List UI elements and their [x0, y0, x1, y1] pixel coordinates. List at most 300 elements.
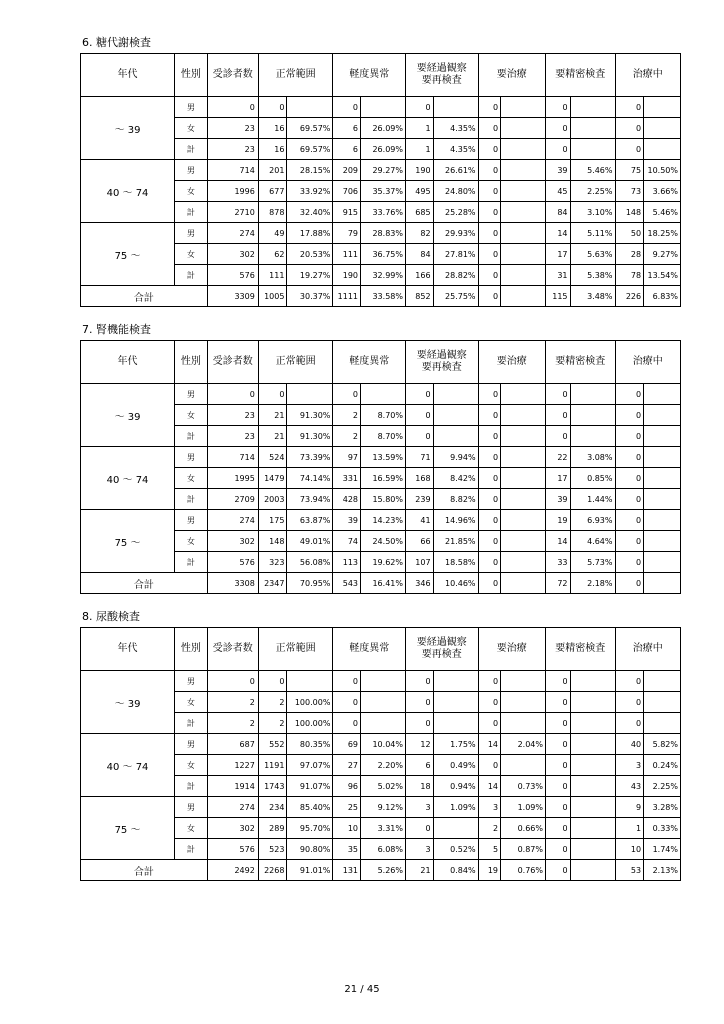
normal-count: 2268 [258, 860, 287, 881]
treatment-percent [501, 755, 546, 776]
age-group-label: 75 ～ [81, 510, 175, 573]
followup-percent: 26.61% [433, 160, 478, 181]
examinee-count: 576 [207, 552, 258, 573]
normal-count: 49 [258, 223, 287, 244]
mild-percent [361, 384, 406, 405]
examinee-count: 714 [207, 160, 258, 181]
followup-count: 239 [405, 489, 433, 510]
header-detailed: 要精密検査 [546, 628, 616, 671]
under-treatment-percent: 18.25% [644, 223, 681, 244]
mild-percent: 2.20% [361, 755, 406, 776]
under-treatment-count: 40 [615, 734, 644, 755]
mild-count: 79 [333, 223, 361, 244]
header-under-treatment: 治療中 [615, 341, 681, 384]
treatment-percent [501, 223, 546, 244]
normal-count: 0 [258, 97, 287, 118]
treatment-percent: 0.73% [501, 776, 546, 797]
under-treatment-percent: 10.50% [644, 160, 681, 181]
header-sex: 性別 [175, 628, 208, 671]
treatment-percent [501, 468, 546, 489]
table-row [81, 447, 681, 468]
normal-percent: 97.07% [287, 755, 333, 776]
examinee-count: 274 [207, 510, 258, 531]
header-mild: 軽度異常 [333, 341, 406, 384]
sex-cell: 計 [175, 426, 208, 447]
normal-percent: 17.88% [287, 223, 333, 244]
mild-count: 39 [333, 510, 361, 531]
detailed-count: 14 [546, 223, 571, 244]
followup-count: 190 [405, 160, 433, 181]
mild-count: 96 [333, 776, 361, 797]
detailed-percent [570, 755, 615, 776]
under-treatment-percent: 1.74% [644, 839, 681, 860]
followup-percent: 18.58% [433, 552, 478, 573]
age-group-label: 40 ～ 74 [81, 734, 175, 797]
followup-percent: 8.82% [433, 489, 478, 510]
mild-count: 2 [333, 426, 361, 447]
normal-count: 2 [258, 692, 287, 713]
normal-count: 2 [258, 713, 287, 734]
detailed-count: 0 [546, 776, 571, 797]
under-treatment-count: 0 [615, 426, 644, 447]
normal-percent: 28.15% [287, 160, 333, 181]
mild-count: 74 [333, 531, 361, 552]
treatment-count: 14 [478, 734, 500, 755]
normal-percent: 91.30% [287, 426, 333, 447]
detailed-count: 0 [546, 384, 571, 405]
sex-cell: 計 [175, 552, 208, 573]
header-age: 年代 [81, 628, 175, 671]
under-treatment-percent: 13.54% [644, 265, 681, 286]
mild-percent: 5.02% [361, 776, 406, 797]
treatment-percent [501, 713, 546, 734]
detailed-percent [570, 776, 615, 797]
treatment-count: 0 [478, 692, 500, 713]
detailed-count: 0 [546, 713, 571, 734]
treatment-count: 0 [478, 573, 500, 594]
mild-percent [361, 671, 406, 692]
header-normal: 正常範囲 [258, 628, 333, 671]
mild-percent: 6.08% [361, 839, 406, 860]
followup-count: 18 [405, 776, 433, 797]
total-row [81, 286, 681, 307]
mild-percent: 33.58% [361, 286, 406, 307]
under-treatment-percent: 3.28% [644, 797, 681, 818]
examinee-count: 576 [207, 839, 258, 860]
detailed-percent [570, 713, 615, 734]
normal-count: 289 [258, 818, 287, 839]
detailed-count: 0 [546, 818, 571, 839]
mild-percent: 16.59% [361, 468, 406, 489]
mild-percent: 19.62% [361, 552, 406, 573]
examinee-count: 3309 [207, 286, 258, 307]
sex-cell: 計 [175, 139, 208, 160]
followup-count: 0 [405, 818, 433, 839]
detailed-count: 39 [546, 489, 571, 510]
followup-count: 495 [405, 181, 433, 202]
normal-count: 523 [258, 839, 287, 860]
normal-percent: 73.39% [287, 447, 333, 468]
detailed-percent: 5.38% [570, 265, 615, 286]
examinee-count: 1227 [207, 755, 258, 776]
mild-count: 1111 [333, 286, 361, 307]
treatment-percent [501, 405, 546, 426]
treatment-percent [501, 692, 546, 713]
detailed-count: 14 [546, 531, 571, 552]
uric-acid-table [80, 627, 681, 881]
normal-percent: 80.35% [287, 734, 333, 755]
sex-cell: 計 [175, 489, 208, 510]
normal-count: 1479 [258, 468, 287, 489]
mild-percent: 3.31% [361, 818, 406, 839]
followup-count: 0 [405, 713, 433, 734]
age-group-label: ～ 39 [81, 97, 175, 160]
sex-cell: 計 [175, 202, 208, 223]
examinee-count: 302 [207, 531, 258, 552]
under-treatment-percent [644, 118, 681, 139]
sex-cell: 女 [175, 468, 208, 489]
treatment-percent [501, 573, 546, 594]
under-treatment-count: 148 [615, 202, 644, 223]
age-group-label: 40 ～ 74 [81, 447, 175, 510]
treatment-count: 0 [478, 223, 500, 244]
detailed-count: 19 [546, 510, 571, 531]
treatment-count: 0 [478, 265, 500, 286]
table-row [81, 510, 681, 531]
detailed-count: 0 [546, 839, 571, 860]
section-title: 8. 尿酸検査 [82, 610, 140, 623]
treatment-percent [501, 531, 546, 552]
normal-percent: 100.00% [287, 713, 333, 734]
under-treatment-count: 3 [615, 755, 644, 776]
normal-count: 21 [258, 426, 287, 447]
header-examinees: 受診者数 [207, 628, 258, 671]
total-label: 合計 [81, 573, 208, 594]
under-treatment-count: 9 [615, 797, 644, 818]
header-age: 年代 [81, 341, 175, 384]
age-group-label: ～ 39 [81, 671, 175, 734]
age-group-label: 75 ～ [81, 797, 175, 860]
examinee-count: 2709 [207, 489, 258, 510]
under-treatment-count: 0 [615, 118, 644, 139]
treatment-percent [501, 510, 546, 531]
treatment-percent: 1.09% [501, 797, 546, 818]
followup-count: 0 [405, 426, 433, 447]
detailed-count: 0 [546, 405, 571, 426]
detailed-count: 115 [546, 286, 571, 307]
followup-percent [433, 692, 478, 713]
header-detailed: 要精密検査 [546, 341, 616, 384]
mild-percent [361, 692, 406, 713]
detailed-count: 0 [546, 426, 571, 447]
mild-count: 915 [333, 202, 361, 223]
treatment-percent [501, 118, 546, 139]
examinee-count: 23 [207, 405, 258, 426]
under-treatment-percent [644, 692, 681, 713]
followup-percent: 25.75% [433, 286, 478, 307]
followup-percent [433, 97, 478, 118]
detailed-count: 39 [546, 160, 571, 181]
under-treatment-count: 28 [615, 244, 644, 265]
mild-percent: 15.80% [361, 489, 406, 510]
normal-percent: 19.27% [287, 265, 333, 286]
examinee-count: 302 [207, 818, 258, 839]
under-treatment-count: 0 [615, 384, 644, 405]
glucose-metabolism-table [80, 53, 681, 307]
sex-cell: 男 [175, 447, 208, 468]
under-treatment-count: 50 [615, 223, 644, 244]
under-treatment-percent: 9.27% [644, 244, 681, 265]
mild-percent [361, 713, 406, 734]
header-under-treatment: 治療中 [615, 628, 681, 671]
normal-count: 201 [258, 160, 287, 181]
followup-count: 852 [405, 286, 433, 307]
under-treatment-percent [644, 139, 681, 160]
normal-percent: 91.01% [287, 860, 333, 881]
under-treatment-count: 0 [615, 468, 644, 489]
header-treatment: 要治療 [478, 628, 545, 671]
detailed-percent: 0.85% [570, 468, 615, 489]
normal-count: 16 [258, 139, 287, 160]
mild-count: 0 [333, 692, 361, 713]
treatment-percent [501, 244, 546, 265]
sex-cell: 計 [175, 776, 208, 797]
detailed-percent: 3.08% [570, 447, 615, 468]
section-title: 7. 腎機能検査 [82, 323, 151, 336]
header-followup: 要経過観察 要再検査 [405, 628, 478, 671]
total-label: 合計 [81, 860, 208, 881]
examinee-count: 2710 [207, 202, 258, 223]
mild-percent: 26.09% [361, 118, 406, 139]
followup-count: 1 [405, 118, 433, 139]
under-treatment-count: 73 [615, 181, 644, 202]
treatment-count: 0 [478, 160, 500, 181]
sex-cell: 計 [175, 265, 208, 286]
followup-percent [433, 426, 478, 447]
mild-count: 27 [333, 755, 361, 776]
under-treatment-percent [644, 384, 681, 405]
followup-percent [433, 818, 478, 839]
normal-count: 878 [258, 202, 287, 223]
detailed-percent [570, 405, 615, 426]
followup-count: 82 [405, 223, 433, 244]
normal-count: 16 [258, 118, 287, 139]
treatment-count: 0 [478, 202, 500, 223]
mild-count: 25 [333, 797, 361, 818]
detailed-percent: 2.18% [570, 573, 615, 594]
examinee-count: 2492 [207, 860, 258, 881]
sex-cell: 女 [175, 818, 208, 839]
followup-count: 0 [405, 692, 433, 713]
sex-cell: 計 [175, 713, 208, 734]
detailed-percent [570, 797, 615, 818]
treatment-count: 0 [478, 447, 500, 468]
mild-count: 6 [333, 139, 361, 160]
followup-percent: 0.49% [433, 755, 478, 776]
mild-percent: 35.37% [361, 181, 406, 202]
table-row [81, 160, 681, 181]
detailed-percent: 2.25% [570, 181, 615, 202]
sex-cell: 女 [175, 405, 208, 426]
header-normal: 正常範囲 [258, 54, 333, 97]
detailed-count: 33 [546, 552, 571, 573]
sex-cell: 男 [175, 671, 208, 692]
treatment-percent: 2.04% [501, 734, 546, 755]
normal-percent [287, 97, 333, 118]
followup-percent: 4.35% [433, 139, 478, 160]
header-sex: 性別 [175, 341, 208, 384]
age-group-label: 40 ～ 74 [81, 160, 175, 223]
detailed-percent [570, 818, 615, 839]
followup-count: 21 [405, 860, 433, 881]
followup-count: 66 [405, 531, 433, 552]
mild-count: 35 [333, 839, 361, 860]
treatment-percent [501, 489, 546, 510]
under-treatment-count: 0 [615, 552, 644, 573]
total-row [81, 573, 681, 594]
mild-percent: 28.83% [361, 223, 406, 244]
under-treatment-count: 43 [615, 776, 644, 797]
followup-percent: 29.93% [433, 223, 478, 244]
under-treatment-count: 0 [615, 692, 644, 713]
detailed-count: 45 [546, 181, 571, 202]
mild-percent: 32.99% [361, 265, 406, 286]
detailed-count: 84 [546, 202, 571, 223]
sex-cell: 男 [175, 223, 208, 244]
detailed-percent [570, 734, 615, 755]
mild-count: 113 [333, 552, 361, 573]
detailed-percent [570, 692, 615, 713]
detailed-percent: 4.64% [570, 531, 615, 552]
detailed-count: 22 [546, 447, 571, 468]
detailed-percent: 3.10% [570, 202, 615, 223]
mild-percent: 9.12% [361, 797, 406, 818]
normal-percent: 74.14% [287, 468, 333, 489]
followup-count: 12 [405, 734, 433, 755]
treatment-count: 0 [478, 489, 500, 510]
mild-percent: 26.09% [361, 139, 406, 160]
mild-count: 190 [333, 265, 361, 286]
examinee-count: 576 [207, 265, 258, 286]
mild-percent: 8.70% [361, 426, 406, 447]
detailed-percent [570, 426, 615, 447]
followup-count: 3 [405, 839, 433, 860]
under-treatment-count: 0 [615, 139, 644, 160]
sex-cell: 計 [175, 839, 208, 860]
treatment-percent [501, 265, 546, 286]
under-treatment-percent [644, 510, 681, 531]
under-treatment-count: 0 [615, 510, 644, 531]
followup-count: 0 [405, 671, 433, 692]
normal-percent: 90.80% [287, 839, 333, 860]
followup-percent: 0.84% [433, 860, 478, 881]
mild-count: 2 [333, 405, 361, 426]
followup-percent: 24.80% [433, 181, 478, 202]
age-group-label: 75 ～ [81, 223, 175, 286]
followup-count: 3 [405, 797, 433, 818]
normal-percent: 32.40% [287, 202, 333, 223]
normal-count: 524 [258, 447, 287, 468]
mild-percent: 13.59% [361, 447, 406, 468]
normal-count: 148 [258, 531, 287, 552]
normal-percent [287, 384, 333, 405]
examinee-count: 1995 [207, 468, 258, 489]
sex-cell: 女 [175, 531, 208, 552]
treatment-count: 0 [478, 713, 500, 734]
mild-percent: 5.26% [361, 860, 406, 881]
mild-count: 0 [333, 671, 361, 692]
treatment-count: 14 [478, 776, 500, 797]
detailed-count: 0 [546, 755, 571, 776]
followup-percent: 8.42% [433, 468, 478, 489]
examinee-count: 1996 [207, 181, 258, 202]
treatment-count: 0 [478, 552, 500, 573]
under-treatment-percent: 2.25% [644, 776, 681, 797]
header-examinees: 受診者数 [207, 54, 258, 97]
sex-cell: 女 [175, 118, 208, 139]
treatment-count: 0 [478, 97, 500, 118]
under-treatment-count: 0 [615, 671, 644, 692]
mild-count: 97 [333, 447, 361, 468]
header-mild: 軽度異常 [333, 54, 406, 97]
mild-count: 6 [333, 118, 361, 139]
detailed-percent [570, 97, 615, 118]
normal-count: 0 [258, 671, 287, 692]
sex-cell: 男 [175, 797, 208, 818]
normal-percent: 91.30% [287, 405, 333, 426]
mild-percent: 10.04% [361, 734, 406, 755]
detailed-count: 72 [546, 573, 571, 594]
sex-cell: 女 [175, 244, 208, 265]
normal-percent: 100.00% [287, 692, 333, 713]
under-treatment-count: 75 [615, 160, 644, 181]
mild-count: 0 [333, 97, 361, 118]
mild-count: 0 [333, 713, 361, 734]
mild-count: 331 [333, 468, 361, 489]
sex-cell: 女 [175, 181, 208, 202]
detailed-percent [570, 860, 615, 881]
under-treatment-percent [644, 97, 681, 118]
treatment-count: 0 [478, 118, 500, 139]
under-treatment-count: 0 [615, 447, 644, 468]
followup-percent: 21.85% [433, 531, 478, 552]
normal-count: 234 [258, 797, 287, 818]
header-followup: 要経過観察 要再検査 [405, 341, 478, 384]
mild-percent: 24.50% [361, 531, 406, 552]
under-treatment-percent [644, 713, 681, 734]
detailed-percent: 3.48% [570, 286, 615, 307]
examinee-count: 23 [207, 118, 258, 139]
detailed-count: 0 [546, 671, 571, 692]
under-treatment-percent [644, 489, 681, 510]
followup-count: 41 [405, 510, 433, 531]
normal-count: 1191 [258, 755, 287, 776]
header-mild: 軽度異常 [333, 628, 406, 671]
followup-percent: 9.94% [433, 447, 478, 468]
treatment-count: 0 [478, 181, 500, 202]
under-treatment-percent [644, 531, 681, 552]
detailed-count: 31 [546, 265, 571, 286]
under-treatment-percent [644, 426, 681, 447]
header-sex: 性別 [175, 54, 208, 97]
under-treatment-count: 53 [615, 860, 644, 881]
under-treatment-percent: 6.83% [644, 286, 681, 307]
examinee-count: 2 [207, 692, 258, 713]
under-treatment-count: 226 [615, 286, 644, 307]
detailed-count: 0 [546, 118, 571, 139]
treatment-count: 0 [478, 510, 500, 531]
normal-percent: 95.70% [287, 818, 333, 839]
